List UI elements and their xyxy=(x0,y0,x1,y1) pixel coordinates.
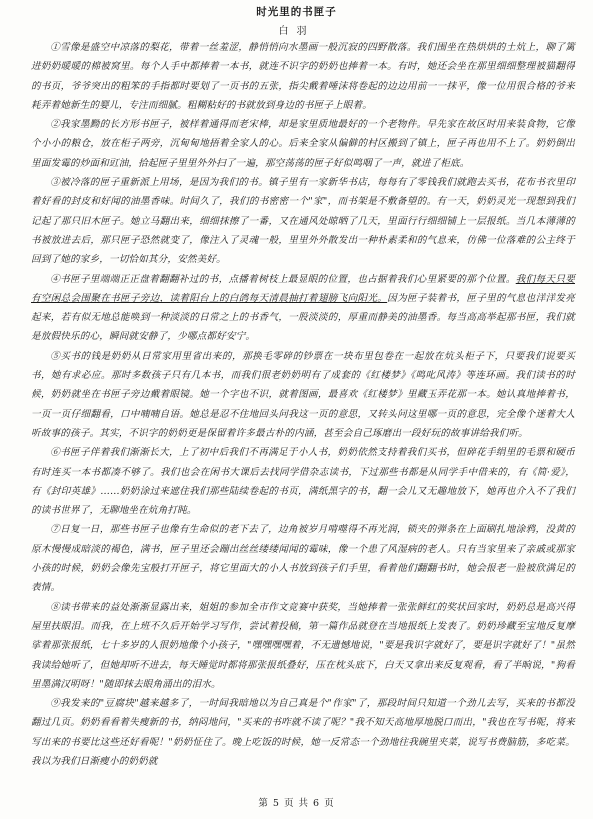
paragraph-4-tail: 因为匣子装着书，匣子里的气息也洋洋发亮起来，若有似无地总能唤到一种淡淡的日常之上的书香气，一股淡淡的，厚重而静美的油墨香。每当高高举起那书匣，我们就是放假快乐的心，瞬间就安静了，少哪点都好安宁。 xyxy=(31,292,575,343)
paragraph-4-lead: ④书匣子里端端正正盘着翻翻补过的书，点播着树枝上最显眼的位置，也占据着我们心里紧要的那个位置。 xyxy=(50,273,516,285)
paragraph-6: ⑥书匣子伴着我们渐渐长大，上了初中后我们不再满足于小人书，奶奶依然支持着我们买书，但碎花手绢里的毛票和硬币有时连买一本书都凑不够了。我们也会在闲书大课后去找同学借杂志读书，下过那些书都是从同学手中借来的，有《简·爱》，有《封印英雄》……奶奶涂过来遮住我们那些陆续卷起的书页，满纸黑字的书，翻一会儿又无趣地放下，她再也介入不了我们的读书世界了，无聊地坐在炕角打盹。 xyxy=(31,447,575,517)
article-body xyxy=(31,38,575,771)
paragraph-4 xyxy=(31,270,575,347)
paragraph-2: ②我家墨黝的长方形书匣子，被样着通得而老宋棒，却是家里质地最好的一个老物件。早先家在故区时用来装食物，它像个小小的粮仓，放在柜子两旁，沉甸甸地捂着全家人的心。后来全家从偏僻的村区搬到了镇上，匣子再也用不上了。奶奶倒出里面发霉的炒面和豇油，拾起匣子里里外外扫了一遍，那空荡荡的匣子好似鸣咽了一声，就进了柜底。 xyxy=(31,119,575,169)
article-author: 白羽 xyxy=(278,26,315,37)
paragraph-1: ①雪像是盛空中凉落的梨花，带着一丝羞涩，静悄悄向水墨画一般沉寂的四野散落。我们围坐在热烘烘的土炕上，聊了篱进奶奶暖暖的棉被窝里。每个人手中都捧着一本书，就连不识字的奶奶也捧着一本。有时，她还会坐在那里细细整理被猫翻得的书页，爷爷突出的粗笨的手指都时要划了一页书的五张，指尖戴着唾沫将卷起的边边用前一一抹平，像一位用很合格的爷来耗弄着她新生的婴儿，专注而细腻。粗糊粘好的书就放到身边的书匣子上眼着。 xyxy=(31,42,575,111)
paragraph-8: ⑧读书带来的益处渐渐显露出来，姐姐的参加全市作文竞赛中获奖，当她捧着一张张鲜红的奖状回家时，奶奶总是高兴得屋里扶眼泪。而我，在上班不久后开始学习写作，尝试着投稿，第一篇作品就登在当地报纸上发表了。奶奶珍藏至宝地反复摩挲着那张报纸，七十多岁的人很奶地像个小孩子，"嘿嘿嘿嘿着，不无遗憾地说，"要是我识字就好了，要是识字就好了！"虽然我读给她听了，但她却听不进去，每天睡觉时都将那张报纸叠好，压在枕头底下，白天又拿出来反复观看，看了半晌说，"狗看里墨满汉明呀！"随即抹去眼角涌出的泪水。 xyxy=(31,601,575,690)
paragraph-5: ⑤买书的钱是奶奶从日常家用里省出来的，那换毛零碎的钞票在一块布里包卷在一起放在炕头柜子下，只要我们说要买书，她有求必应。那时多数孩子只有几本书，而我们很老奶奶明有了成套的《红楼梦》《鸣叱风涛》等连环画。我们读书的时候，奶奶就坐在书匣子旁边戴着眼镜。她一个字也不识，就着图画，最喜欢《红楼梦》里藏玉弄花那一本。她认真地捧着书，一页一页仔细翻看，口中喃喃自语。她总是忍不住地回头问我这一页的意思，又转头问这里哪一页的意思，完全像个迷着大人听故事的孩子。其实，不识字的奶奶更是保留着许多最古朴的内涵，甚至会自己琢磨出一段好玩的故事讲给我们听。 xyxy=(31,350,575,439)
paragraph-3: ③被冷落的匣子重新派上用场，是因为我们的书。镇子里有一家新华书店，每每有了零钱我们就跑去买书，花布书衣里印着好看的封皮和好闻的油墨香味。时间久了，我们的书密密一个"家"，而书架是不敷备望的。有一天，奶奶灵光一现想到我们记起了那只旧木匣子。她立马翻出来，细细抹擦了一番，又在通风处晾晒了几天，里面行行细细铺上一层报纸。当几本薄薄的书被放进去后，那只匣子恐然就变了，像注入了灵魂一般，里里外外散发出一种朴素柔和的气息来，仿佛一位落难的公主终于回到了她的家乡，一切恰如其分，安然美好。 xyxy=(31,177,575,266)
paragraph-9: ⑨我发来的"豆腐块"越来越多了，一时间我暗地以为自己真是个"作家"了，那段时间只知道一个劲儿去写，买来的书都没翻过几页。奶奶看看着失瘦新的书，纳闷地问，"买来的书咋就不读了呢？"我不知天高地厚地脱口而出，"我也在写书呢，将来写出来的书要比这些还好看呢！"奶奶怔住了。晚上吃饭的时候，她一反常态一个劲地往我碗里夹菜，说写书费脑筋，多吃菜。我以为我们日渐瘦小的奶奶就 xyxy=(31,698,575,767)
page-number-footer: 第 5 页 共 6 页 xyxy=(258,798,335,809)
paragraph-7: ⑦日复一日，那些书匣子也像有生命似的老下去了，边角被岁月啃噬得不再光润，锁夹的弹条在上面刷扎地涂鸦，没黄的原木慢慢成暗淡的褐色，满书，匣子里还会蹦出丝丝缕缕闻闻的霉味，像一个患了风湿病的老人。只有当家里来了亲戚或那家小孩的时候，奶奶会像先宝般打开匣子，将它里面大的小人书放到孩子们手里，看着他们翻翻书时，她会报老一脸被欣满足的表情。 xyxy=(31,524,575,594)
article-title: 时光里的书匣子 xyxy=(256,6,337,18)
underlined-sentence: 我们每天只要有空闲总会围聚在书匣子旁边，读着阳台上的白鸽每天清晨抽打着翅膀飞向阳光。 xyxy=(31,273,575,304)
